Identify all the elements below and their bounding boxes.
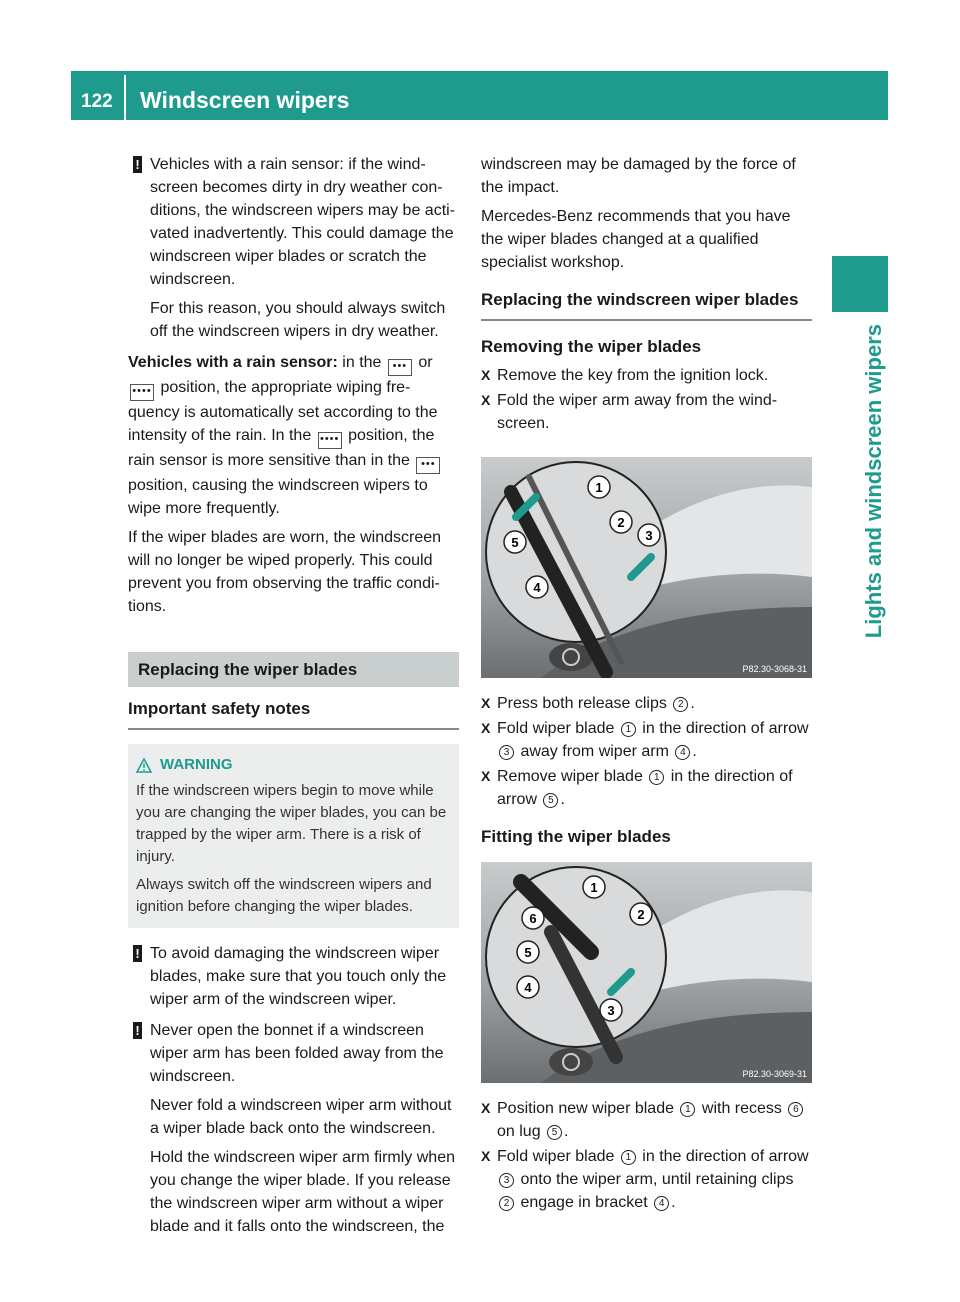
list-item: X Position new wiper blade 1 with recess 6 on lug 5 . xyxy=(481,1097,812,1143)
chapter-tab-marker xyxy=(832,256,888,312)
list-item: X Fold the wiper arm away from the wind-screen. xyxy=(481,389,812,435)
callout-label: 2 xyxy=(617,515,625,530)
note-text: Never open the bonnet if a windscreen wiper arm has been folded away from the windscreen. xyxy=(150,1022,444,1085)
callout-ref: 3 xyxy=(499,745,514,760)
notice-icon: ! xyxy=(133,1022,142,1039)
callout-label: 3 xyxy=(645,528,653,543)
list-item: X Fold wiper blade 1 in the direction of arrow 3 away from wiper arm 4 . xyxy=(481,717,812,763)
note-text: Never fold a windscreen wiper arm without a wiper blade back onto the windscreen. xyxy=(150,1097,452,1137)
warning-text: If the windscreen wipers begin to move while you are changing the wiper blades, you can be trapped by the wiper arm. There is a risk of injury. xyxy=(136,782,447,865)
replacing-heading: Replacing the windscreen wiper blades xyxy=(481,288,812,321)
callout-ref: 2 xyxy=(499,1196,514,1211)
figure-fitting-wiper-blade xyxy=(481,862,812,1083)
callout-label: 4 xyxy=(533,580,541,595)
fitting-heading: Fitting the wiper blades xyxy=(481,827,671,846)
list-item: X Remove the key from the ignition lock. xyxy=(481,364,812,387)
callout-label: 4 xyxy=(524,980,532,995)
removing-heading: Removing the wiper blades xyxy=(481,337,702,356)
callout-label: 1 xyxy=(590,880,598,895)
step-arrow-icon: X xyxy=(481,392,491,408)
list-item: X Press both release clips 2 . xyxy=(481,692,812,715)
warning-heading: WARNING xyxy=(136,754,451,776)
step-arrow-icon: X xyxy=(481,695,491,711)
list-item: X Remove wiper blade 1 in the direction of arrow 5 . xyxy=(481,765,812,811)
callout-label: 1 xyxy=(595,480,603,495)
warning-box xyxy=(128,744,459,928)
callout-ref: 6 xyxy=(788,1102,803,1117)
callout-label: 5 xyxy=(511,535,519,550)
page-number: 122 xyxy=(81,91,113,112)
callout-ref: 3 xyxy=(499,1173,514,1188)
worn-blades-paragraph: If the wiper blades are worn, the windscreen will no longer be wiped properly. This could prevent you from observing the traffic condi-tions. xyxy=(128,529,442,615)
section-heading: Replacing the wiper blades xyxy=(128,652,459,687)
note-touch-wiper-arm xyxy=(128,942,459,1011)
left-column xyxy=(128,153,459,1246)
callout-ref: 4 xyxy=(654,1196,669,1211)
note-rain-sensor xyxy=(128,153,459,343)
page-header xyxy=(71,71,888,120)
page-title: Windscreen wipers xyxy=(140,87,350,113)
header-divider xyxy=(124,75,126,120)
figure-code: P82.30-3069-31 xyxy=(742,1069,807,1079)
rain-sensor-paragraph: Vehicles with a rain sensor: in the ••• or •••• position, the appropriate wiping fre-quency is automatically set according to the intensity of the rain. In the •••• position, the rain sensor is more sensitive than in the ••• position, causing the windscreen wipers to wipe more frequently. xyxy=(128,351,459,520)
callout-ref: 5 xyxy=(547,1125,562,1140)
figure-removing-wiper-blade xyxy=(481,457,812,678)
callout-label: 3 xyxy=(607,1003,615,1018)
recommendation-text: Mercedes-Benz recommends that you have the wiper blades changed at a qualified specialist workshop. xyxy=(481,208,791,271)
note-text: Hold the windscreen wiper arm firmly when you change the wiper blade. If you release the windscreen wiper arm without a wiper blade and it falls onto the windscreen, the xyxy=(150,1149,455,1235)
note-text: To avoid damaging the windscreen wiper blades, make sure that you touch only the wiper arm of the windscreen wiper. xyxy=(150,945,447,1008)
wiper-switch-symbol-icon: •••• xyxy=(318,432,342,449)
subheading-safety: Important safety notes xyxy=(128,697,459,730)
step-arrow-icon: X xyxy=(481,367,491,383)
figure-code: P82.30-3068-31 xyxy=(742,664,807,674)
step-arrow-icon: X xyxy=(481,768,491,784)
note-text: Vehicles with a rain sensor: if the wind-screen becomes dirty in dry weather con-ditions, the windscreen wipers may be acti-vated inadvertently. This could damage the windscreen wiper blades or scratch the windscreen. xyxy=(150,156,456,288)
wiper-illustration-1 xyxy=(481,457,812,678)
callout-ref: 1 xyxy=(621,722,636,737)
step-arrow-icon: X xyxy=(481,1100,491,1116)
callout-label: 6 xyxy=(529,911,537,926)
callout-label: 5 xyxy=(524,945,532,960)
callout-ref: 1 xyxy=(621,1150,636,1165)
warning-triangle-icon xyxy=(136,758,152,773)
right-column xyxy=(481,153,812,1216)
callout-ref: 4 xyxy=(675,745,690,760)
continued-text: windscreen may be damaged by the force of the impact. xyxy=(481,156,796,196)
chapter-label: Lights and windscreen wipers xyxy=(861,324,886,639)
callout-ref: 5 xyxy=(543,793,558,808)
wiper-switch-symbol-icon: •••• xyxy=(130,384,154,401)
step-arrow-icon: X xyxy=(481,1148,491,1164)
callout-ref: 2 xyxy=(673,697,688,712)
warning-text: Always switch off the windscreen wipers and ignition before changing the wiper blades. xyxy=(136,876,432,915)
note-text: For this reason, you should always switch off the windscreen wipers in dry weather. xyxy=(150,300,446,340)
notice-icon: ! xyxy=(133,156,142,173)
step-arrow-icon: X xyxy=(481,720,491,736)
note-bonnet xyxy=(128,1019,459,1238)
wiper-switch-symbol-icon: ••• xyxy=(416,457,440,474)
callout-label: 2 xyxy=(637,907,645,922)
wiper-illustration-2 xyxy=(481,862,812,1083)
wiper-switch-symbol-icon: ••• xyxy=(388,359,412,376)
list-item: X Fold wiper blade 1 in the direction of arrow 3 onto the wiper arm, until retaining clips 2 engage in bracket 4 . xyxy=(481,1145,812,1214)
callout-ref: 1 xyxy=(649,770,664,785)
notice-icon: ! xyxy=(133,945,142,962)
callout-ref: 1 xyxy=(680,1102,695,1117)
